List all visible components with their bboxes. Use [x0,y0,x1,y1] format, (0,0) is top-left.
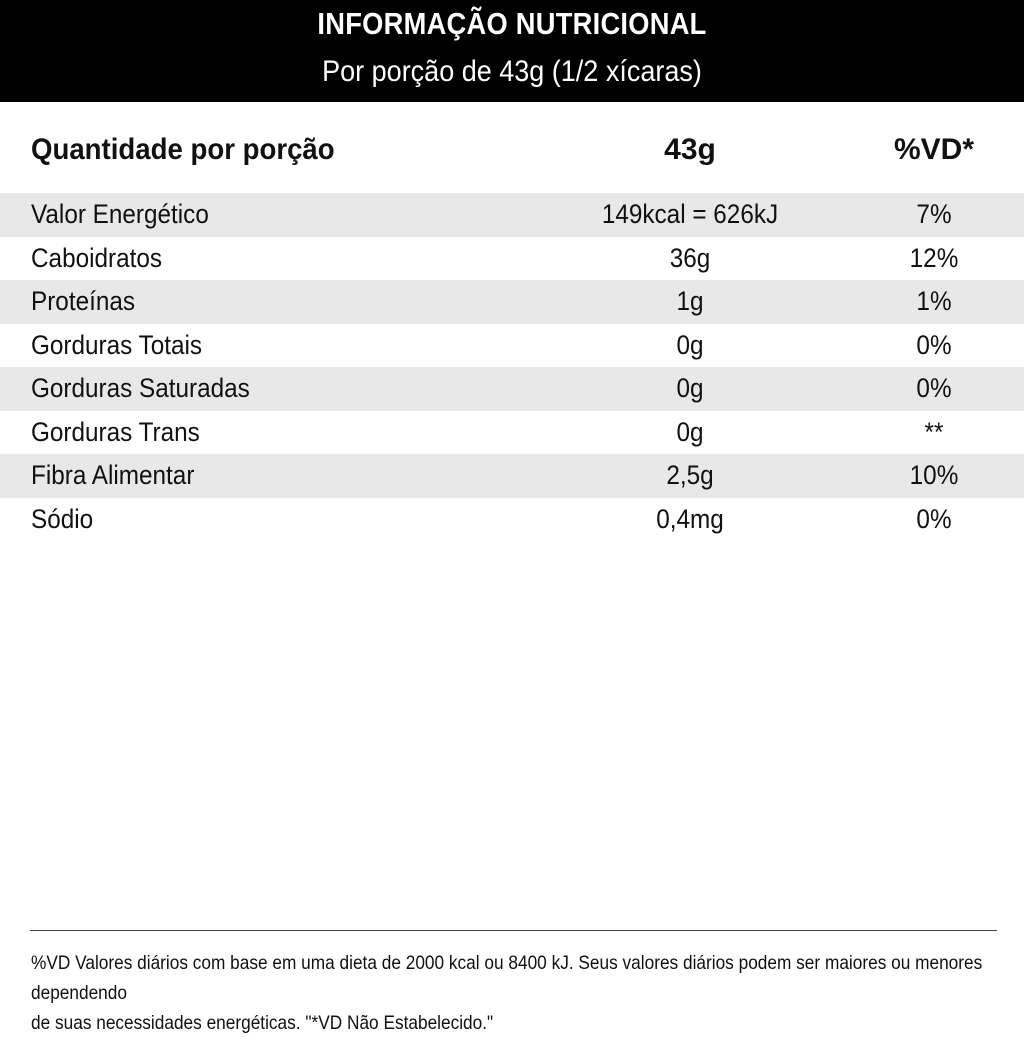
footnote-line: %VD Valores diários com base em uma dieta de 2000 kcal ou 8400 kJ. Seus valores diários podem ser maiores ou menores dependendo [31,952,983,1004]
nutrient-name: Proteínas [31,286,136,316]
table-row [0,411,1024,455]
nutrient-vd: 0% [916,373,952,403]
table-row [0,324,1024,368]
column-header-amount: 43g [664,133,716,166]
footnote-divider [30,930,997,931]
nutrient-amount: 36g [669,242,711,273]
nutrient-amount: 149kcal = 626kJ [601,199,779,229]
table-row [0,193,1024,237]
footnote-line: de suas necessidades energéticas. "*VD Não Estabelecido." [31,1012,494,1034]
nutrient-name: Valor Energético [31,199,209,229]
header-title: INFORMAÇÃO NUTRICIONAL [317,6,707,41]
table-row [0,498,1024,542]
nutrient-amount: 0g [676,329,704,360]
nutrient-amount: 0,4mg [656,503,724,534]
table-row [0,367,1024,411]
nutrition-header [0,0,1024,102]
column-header-name: Quantidade por porção [31,133,335,166]
table-row [0,454,1024,498]
nutrient-vd: 1% [916,286,952,316]
nutrient-vd: ** [924,416,944,447]
header-subtitle: Por porção de 43g (1/2 xícaras) [322,55,702,88]
nutrient-amount: 0g [676,373,704,403]
table-row [0,237,1024,281]
table-row [0,280,1024,324]
nutrient-name: Fibra Alimentar [31,460,195,490]
nutrient-amount: 0g [676,416,704,447]
nutrient-vd: 12% [909,242,959,273]
nutrient-amount: 1g [676,286,704,316]
nutrient-amount: 2,5g [666,460,714,490]
nutrient-name: Caboidratos [31,242,163,273]
footnote [31,948,996,1038]
nutrient-vd: 7% [916,199,952,229]
column-header-vd: %VD* [893,133,975,166]
nutrient-name: Gorduras Trans [31,416,200,447]
nutrient-name: Gorduras Totais [31,329,203,360]
nutrient-vd: 0% [916,503,952,534]
nutrient-name: Gorduras Saturadas [31,373,250,403]
nutrient-name: Sódio [31,503,94,534]
nutrient-vd: 0% [916,329,952,360]
nutrient-vd: 10% [909,460,959,490]
nutrition-table [0,193,1024,541]
